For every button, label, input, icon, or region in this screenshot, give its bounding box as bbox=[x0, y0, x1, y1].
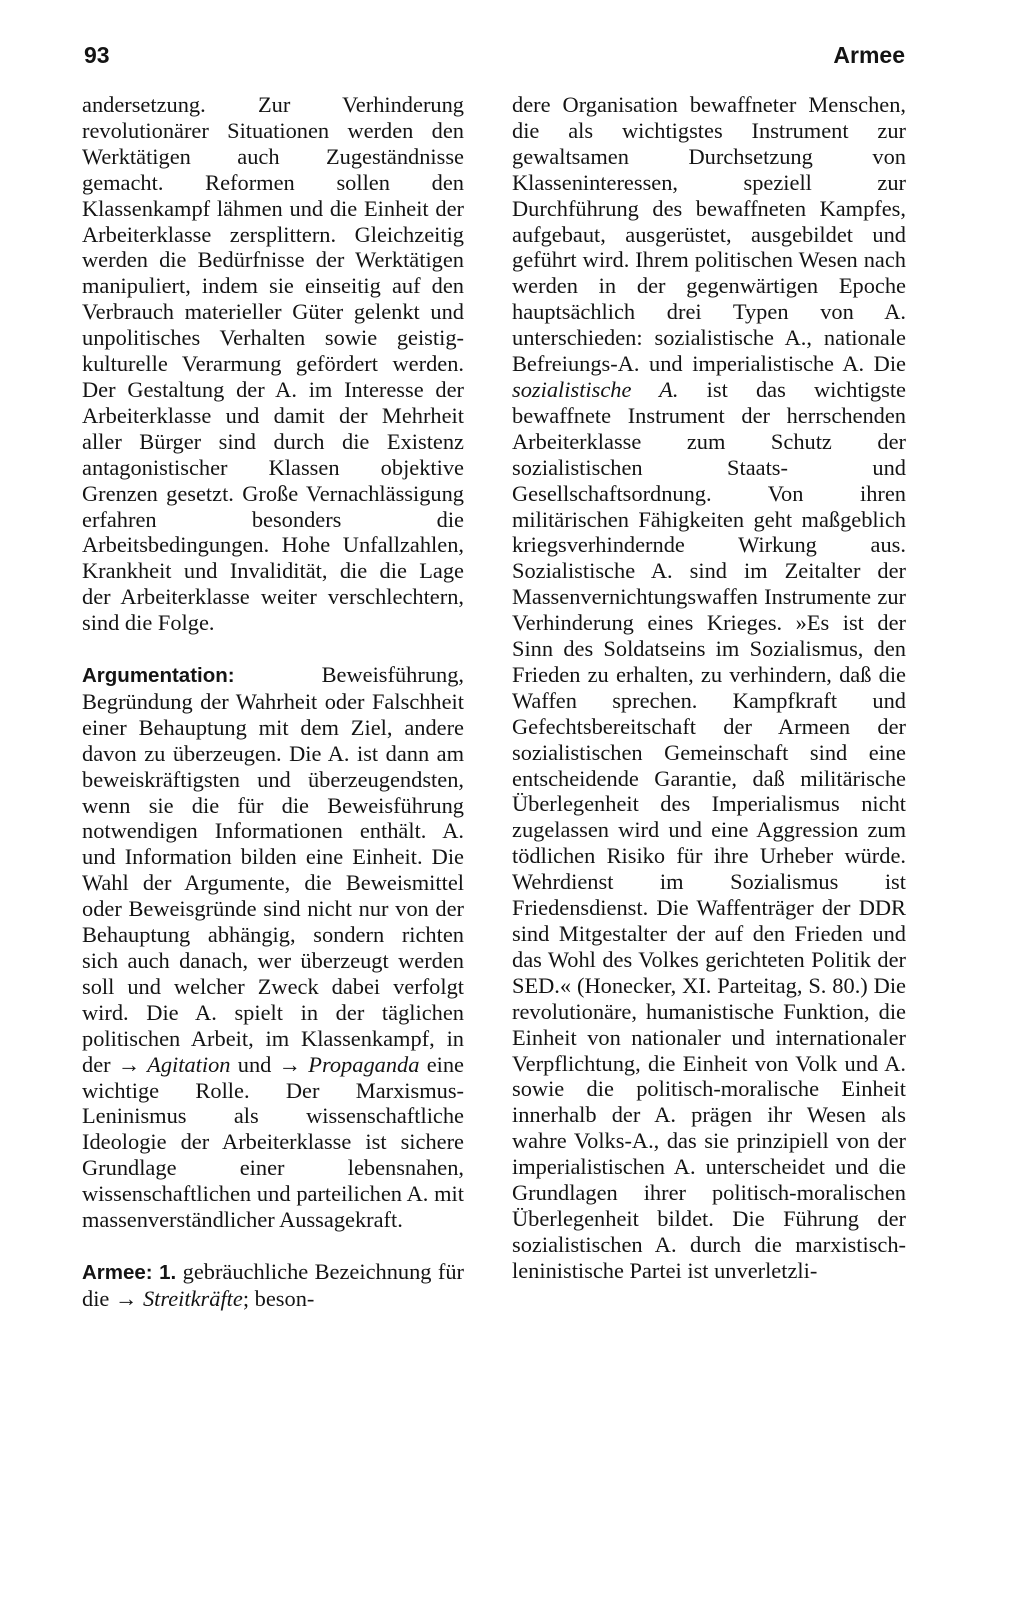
entry-armee-continued bbox=[512, 92, 906, 1284]
entry-armee bbox=[82, 1259, 464, 1312]
entry-spacer bbox=[82, 636, 464, 662]
lemma-argumentation: Argumentation: bbox=[82, 664, 235, 688]
lemma-armee: Armee: 1. bbox=[82, 1260, 177, 1284]
arrow-icon: → bbox=[117, 1051, 141, 1077]
cross-reference-streitkraefte[interactable]: Streitkräfte bbox=[137, 1285, 243, 1311]
continued-paragraph: andersetzung. Zur Verhinderung revolutionärer Situationen werden den Werktätigen auch Zugeständnisse gemacht. Reformen sollen den Klassenkampf lähmen und die Einheit der Arbeiterklasse zersplittern. Gleichzeitig werden die Bedürfnisse der Werktätigen manipuliert, indem sie einseitig auf den Verbrauch materieller Güter gelenkt und unpolitisches Verhalten sowie geistig-kulturelle Verarmung gefördert werden. Der Gestaltung der A. im Interesse der Arbeiterklasse und damit der Mehrheit aller Bürger sind durch die Existenz antagonistischer Klassen objektive Grenzen gesetzt. Große Vernachlässigung erfahren besonders die Arbeitsbedingungen. Hohe Unfallzahlen, Krankheit und Invalidität, die die Lage der Arbeiterklasse weiter verschlechtern, sind die Folge. bbox=[82, 92, 464, 636]
entry-text: Beweisführung, Begründung der Wahrheit oder Falschheit einer Behauptung mit dem Ziel, andere davon zu überzeugen. Die A. ist dann am beweiskräftigsten und überzeugendsten, wenn sie die für die Beweisführung notwendigen Informationen enthält. A. und Information bilden eine Einheit. Die Wahl der Argumente, die Beweismittel oder Beweisgründe sind nicht nur von der Behauptung abhängig, sondern richten sich auch danach, wer überzeugt werden soll und welcher Zweck dabei verfolgt wird. Die A. spielt in der täglichen politischen Arbeit, im Klassenkampf, in der bbox=[82, 662, 464, 1077]
arrow-icon: → bbox=[114, 1285, 138, 1311]
entry-text: und bbox=[230, 1051, 279, 1077]
entry-text: eine wichtige Rolle. Der Marxismus-Leninismus als wissenschaftliche Ideologie der Arbeiterklasse ist sichere Grundlage einer lebensnahen, wissenschaftlichen und parteilichen A. mit massenverständlicher Aussagekraft. bbox=[82, 1051, 464, 1233]
entry-text: dere Organisation bewaffneter Menschen, die als wichtigstes Instrument zur gewaltsamen Durchsetzung von Klasseninteressen, speziell zur Durchführung des bewaffneten Kampfes, aufgebaut, ausgerüstet, ausgebildet und geführt wird. Ihrem politischen Wesen nach werden in der gegenwärtigen Epoche hauptsächlich drei Typen von A. unterschieden: sozialistische A., nationale Befreiungs-A. und imperialistische A. Die bbox=[512, 92, 906, 377]
page-number: 93 bbox=[84, 42, 110, 68]
arrow-icon: → bbox=[278, 1051, 302, 1077]
entry-text: gebräuchliche Bezeichnung für die bbox=[82, 1258, 464, 1311]
entry-text: ist das wichtigste bewaffnete Instrument der herrschenden Arbeiterklasse zum Schutz der sozialistischen Staats- und Gesellschaftsordnung. Von ihren militärischen Fähigkeiten geht maßgeblich kriegsverhindernde Wirkung aus. Sozialistische A. sind im Zeitalter der Massenvernichtungswaffen Instrumente zur Verhinderung eines Krieges. »Es ist der Sinn des Soldatseins im Sozialismus, den Frieden zu erhalten, zu verhindern, daß die Waffen sprechen. Kampfkraft und Gefechtsbereitschaft der Armeen der sozialistischen Gemeinschaft sind eine entscheidende Garantie, daß militärische Überlegenheit des Imperialismus nicht zugelassen wird und eine Aggression zum tödlichen Risiko für ihre Urheber würde. Wehrdienst im Sozialismus ist Friedensdienst. Die Waffenträger der DDR sind Mitgestalter der auf den Frieden und das Wohl des Volkes gerichteten Politik der SED.« (Honecker, XI. Parteitag, S. 80.) Die revolutionäre, humanistische Funktion, die Einheit von nationaler und internationaler Verpflichtung, die Einheit von Volk und A. sowie die politisch-moralische Einheit innerhalb der A. prägen ihr Wesen als wahre Volks-A., das sie prinzipiell von der imperialistischen A. unterscheidet und die Grundlagen ihrer politisch-moralischen Überlegenheit bildet. Die Führung der sozialistischen A. durch die marxistisch-leninistische Partei ist unverletzli- bbox=[512, 376, 906, 1283]
cross-reference-agitation[interactable]: Agitation bbox=[140, 1051, 231, 1077]
cross-reference-propaganda[interactable]: Propaganda bbox=[301, 1051, 420, 1077]
entry-spacer bbox=[82, 1233, 464, 1259]
entry-argumentation bbox=[82, 662, 464, 1233]
right-column bbox=[512, 92, 906, 1284]
running-head: Armee bbox=[833, 42, 905, 68]
entry-text: ; beson- bbox=[242, 1285, 315, 1311]
emphasis-sozialistische-armee: sozialistische A. bbox=[512, 376, 679, 402]
left-column bbox=[82, 92, 464, 1312]
page-header bbox=[84, 40, 905, 76]
